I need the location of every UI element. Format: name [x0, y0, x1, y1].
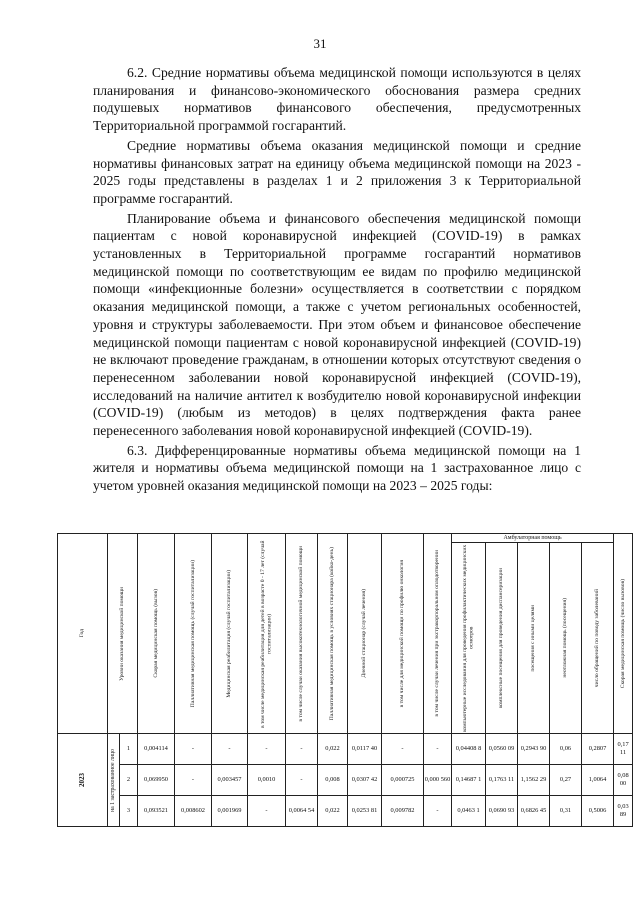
table-cell: 0,2807: [582, 734, 614, 765]
table-cell: 0,08 00: [614, 764, 633, 795]
table-cell: 0,008: [318, 764, 348, 795]
table-cell: 0,31: [550, 795, 582, 826]
table-cell: 0,2943 90: [518, 734, 550, 765]
table-cell: 0,069950: [138, 764, 175, 795]
table-cell: 0,008602: [175, 795, 212, 826]
header-year: Год: [58, 534, 108, 734]
table-cell: 0,0690 93: [486, 795, 518, 826]
table-cell: 0,17 11: [614, 734, 633, 765]
header-palliative: Паллиативная медицинская помощь (случай госпитализации): [175, 534, 212, 734]
table-cell: 0,1763 11: [486, 764, 518, 795]
header-urgent: неотложная помощь (посещения): [550, 543, 582, 734]
table-cell: -: [382, 734, 424, 765]
row-group-cell: на 1 застрахованное лицо: [108, 734, 120, 827]
table-cell: 0,0010: [248, 764, 286, 795]
table-cell: 1,0064: [582, 764, 614, 795]
table-cell: 0,000 560: [424, 764, 452, 795]
header-day-hospital: Дневной стационар (случай лечения): [348, 534, 382, 734]
table-cell: 0,000725: [382, 764, 424, 795]
table-row: [58, 795, 633, 826]
table-cell: 0,022: [318, 734, 348, 765]
table-cell: 0,06: [550, 734, 582, 765]
table-cell: -: [175, 764, 212, 795]
table-cell: 0,022: [318, 795, 348, 826]
table-cell: 1: [120, 734, 138, 765]
table-cell: -: [175, 734, 212, 765]
table-cell: -: [212, 734, 248, 765]
header-ambulance: Скорая медицинская помощь (вызов): [138, 534, 175, 734]
table-cell: -: [286, 764, 318, 795]
header-oncology: в том числе для медицинской помощи по профилю онкология: [382, 534, 424, 734]
table-cell: 0,001969: [212, 795, 248, 826]
header-palliative-beds: Паллиативная медицинская помощь в условиях стационара (койко-день): [318, 534, 348, 734]
table-cell: -: [424, 734, 452, 765]
year-cell: 2023: [58, 734, 108, 827]
table-cell: 0,04408 8: [452, 734, 486, 765]
table-cell: 0,003457: [212, 764, 248, 795]
header-other-visits: посещения с иными целями: [518, 543, 550, 734]
header-rehab: Медицинская реабилитация (случай госпитализации): [212, 534, 248, 734]
table-cell: 0,0117 40: [348, 734, 382, 765]
table-cell: 0,009782: [382, 795, 424, 826]
table-cell: 0,0463 1: [452, 795, 486, 826]
table-cell: 0,093521: [138, 795, 175, 826]
norms-table: [57, 533, 629, 827]
body-text: [93, 64, 581, 495]
table-cell: -: [248, 734, 286, 765]
paragraph-covid: Планирование объема и финансового обеспечения медицинской помощи пациентам с новой коронавирусной инфекцией (COVID-19) в рамках установленных в Территориальной программе госгарантий нормативов медицинской помощи по соответствующим ее видам по профилю медицинской помощи «инфекционные болезни» осуществляется в соответствии с порядком оказания медицинской помощи, а также с учетом региональных особенностей, уровня и структуры заболеваемости. При этом объем и финансовое обеспечение медицинской помощи пациентам с новой коронавирусной инфекцией (COVID-19) не включают проведение гражданам, в отношении которых отсутствуют сведения о перенесенном заболевании новой коронавирусной инфекцией (COVID-19), исследований на наличие антител к возбудителю новой коронавирусной инфекции (COVID-19) (любым из методов) в целях подтверждения факта ранее перенесенного заболевания новой коронавирусной инфекцией (COVID-19).: [93, 210, 581, 439]
paragraph-norms: Средние нормативы объема оказания медицинской помощи и средние нормативы финансовых затрат на единицу объема медицинской помощи на 2023 - 2025 годы представлены в разделах 1 и 2 приложения 3 к Территориальной программе госгарантий.: [93, 137, 581, 206]
table-cell: 0,6826 45: [518, 795, 550, 826]
table-cell: 0,0560 09: [486, 734, 518, 765]
table-cell: 1,1562 29: [518, 764, 550, 795]
page-number: 31: [313, 36, 327, 51]
header-levels: Уровни оказания медицинской помощи: [108, 534, 138, 734]
table-cell: 0,0307 42: [348, 764, 382, 795]
table-cell: 2: [120, 764, 138, 795]
header-ambulatory-group: Амбулаторная помощь: [452, 534, 614, 543]
table-cell: 0,0253 81: [348, 795, 382, 826]
table-cell: 0,004114: [138, 734, 175, 765]
paragraph-6-3: 6.3. Дифференцированные нормативы объема медицинской помощи на 1 жителя и нормативы объема медицинской помощи на 1 застрахованное лицо с учетом уровней оказания медицинской помощи на 2023 – 2025 годы:: [93, 442, 581, 494]
paragraph-6-2: 6.2. Средние нормативы объема медицинской помощи используются в целях планирования и финансово-экономического обоснования размера средних подушевых нормативов финансового обеспечения, предусмотренных Территориальной программой госгарантий.: [93, 65, 581, 134]
header-hightech: в том числе случаи оказания высокотехнологичной медицинской помощи: [286, 534, 318, 734]
table-cell: 0,0064 54: [286, 795, 318, 826]
table-row: [58, 734, 633, 765]
header-appeals: число обращений по поводу заболеваний: [582, 543, 614, 734]
header-ct-checkups: компьютерные исследования для проведения профилактических медицинских осмотров: [452, 543, 486, 734]
header-ambulance-calls: Скорая медицинская помощь (число вызовов): [614, 534, 633, 734]
table-cell: 0,5006: [582, 795, 614, 826]
header-dispensary: комплексные посещения для проведения диспансеризации: [486, 543, 518, 734]
table-cell: -: [248, 795, 286, 826]
table-cell: 3: [120, 795, 138, 826]
table-cell: 0,03 89: [614, 795, 633, 826]
table-cell: 0,27: [550, 764, 582, 795]
header-rehab-kids: в том числе медицинская реабилитация для детей в возрасте 0 - 17 лет (случай госпитализации): [248, 534, 286, 734]
table-row: [58, 764, 633, 795]
table-cell: -: [424, 795, 452, 826]
table-cell: 0,14687 1: [452, 764, 486, 795]
table-cell: -: [286, 734, 318, 765]
header-ivf: в том числе случаи лечения при экстракорпоральном оплодотворении: [424, 534, 452, 734]
